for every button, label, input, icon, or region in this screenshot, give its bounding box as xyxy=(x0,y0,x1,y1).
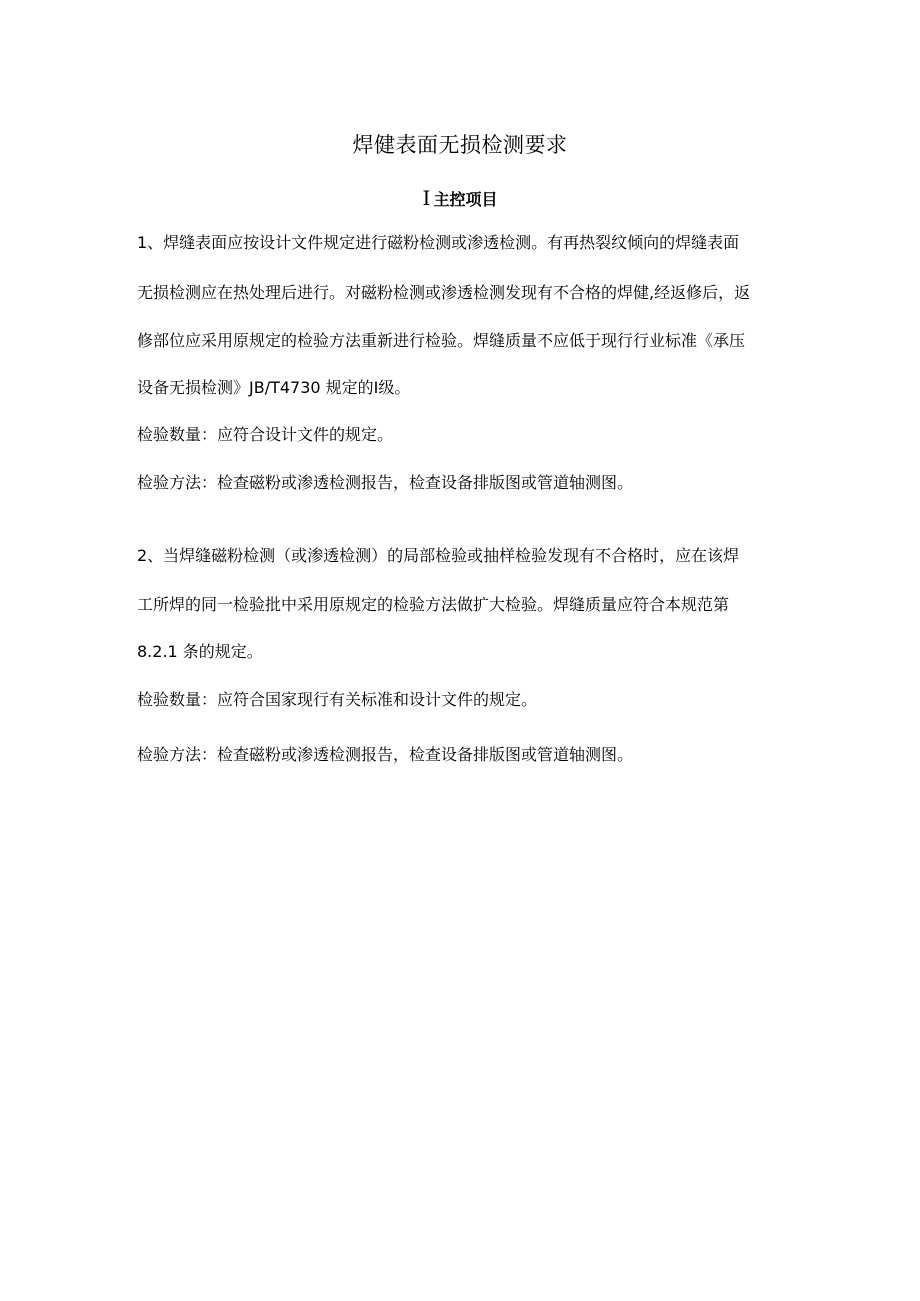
clause-1-line-1: 1、焊缝表面应按设计文件规定进行磁粉检测或渗透检测。有再热裂纹倾向的焊缝表面 xyxy=(137,233,740,252)
section-label: 主控项目 xyxy=(433,190,498,209)
clause-1-inspection-method: 检验方法：检查磁粉或渗透检测报告，检查设备排版图或管道轴测图。 xyxy=(137,473,634,492)
clause-2-line-2: 工所焊的同一检验批中采用原规定的检验方法做扩大检验。焊缝质量应符合本规范第 xyxy=(137,595,730,614)
document-title: 焊健表面无损检测要求 xyxy=(352,133,568,157)
clause-2-line-3: 8.2.1 条的规定。 xyxy=(137,642,263,661)
section-numeral: Ⅰ xyxy=(422,186,431,210)
clause-2-inspection-method: 检验方法：检查磁粉或渗透检测报告，检查设备排版图或管道轴测图。 xyxy=(137,745,634,764)
clause-1-line-2: 无损检测应在热处理后进行。对磁粉检测或渗透检测发现有不合格的焊健,经返修后，返 xyxy=(137,283,751,302)
clause-1-line-4: 设备无损检测》JB/T4730 规定的Ⅰ级。 xyxy=(137,378,411,397)
clause-1-line-3: 修部位应采用原规定的检验方法重新进行检验。焊缝质量不应低于现行行业标准《承压 xyxy=(137,331,746,350)
clause-1-inspection-quantity: 检验数量：应符合设计文件的规定。 xyxy=(137,425,394,444)
clause-2-line-1: 2、当焊缝磁粉检测（或渗透检测）的局部检验或抽样检验发现有不合格时，应在该焊 xyxy=(137,546,740,565)
section-heading xyxy=(0,186,920,212)
clause-2-inspection-quantity: 检验数量：应符合国家现行有关标准和设计文件的规定。 xyxy=(137,690,538,709)
